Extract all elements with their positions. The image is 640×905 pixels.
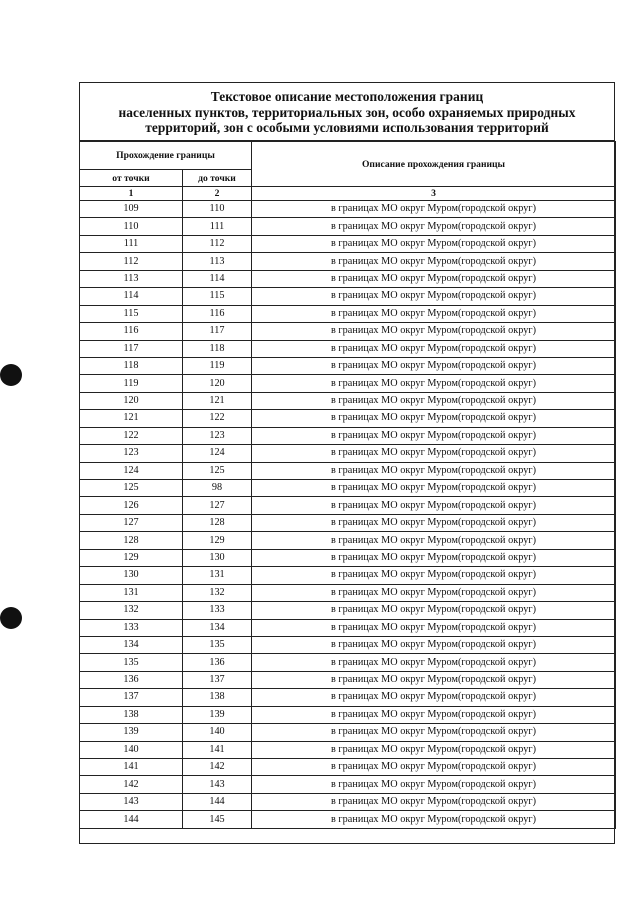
punch-hole-top <box>0 364 22 386</box>
cell-to-point: 110 <box>183 201 252 218</box>
cell-to-point: 98 <box>183 480 252 497</box>
cell-from-point: 127 <box>80 514 183 531</box>
title-line-3: территорий, зон с особыми условиями использования территорий <box>145 120 549 135</box>
cell-description: в границах МО округ Муром(городской округ) <box>252 549 616 566</box>
cell-description: в границах МО округ Муром(городской округ) <box>252 201 616 218</box>
table-row <box>80 462 616 479</box>
cell-to-point: 125 <box>183 462 252 479</box>
cell-to-point: 140 <box>183 724 252 741</box>
table-row <box>80 270 616 287</box>
table-row <box>80 514 616 531</box>
table-row <box>80 305 616 322</box>
cell-description: в границах МО округ Муром(городской округ) <box>252 602 616 619</box>
cell-description: в границах МО округ Муром(городской округ) <box>252 584 616 601</box>
cell-from-point: 113 <box>80 270 183 287</box>
cell-to-point: 122 <box>183 410 252 427</box>
cell-description: в границах МО округ Муром(городской округ) <box>252 706 616 723</box>
column-number-3: 3 <box>252 187 616 201</box>
cell-to-point: 133 <box>183 602 252 619</box>
cell-to-point: 121 <box>183 392 252 409</box>
cell-from-point: 115 <box>80 305 183 322</box>
cell-from-point: 140 <box>80 741 183 758</box>
table-row <box>80 480 616 497</box>
cell-to-point: 139 <box>183 706 252 723</box>
cell-from-point: 142 <box>80 776 183 793</box>
table-row <box>80 602 616 619</box>
cell-description: в границах МО округ Муром(городской округ) <box>252 340 616 357</box>
cell-to-point: 129 <box>183 532 252 549</box>
cell-description: в границах МО округ Муром(городской округ) <box>252 392 616 409</box>
table-row <box>80 636 616 653</box>
cell-from-point: 131 <box>80 584 183 601</box>
cell-description: в границах МО округ Муром(городской округ) <box>252 218 616 235</box>
cell-description: в границах МО округ Муром(городской округ) <box>252 671 616 688</box>
table-row <box>80 392 616 409</box>
column-number-1: 1 <box>80 187 183 201</box>
cell-from-point: 136 <box>80 671 183 688</box>
table-row <box>80 532 616 549</box>
table-row <box>80 619 616 636</box>
cell-from-point: 111 <box>80 235 183 252</box>
cell-to-point: 113 <box>183 253 252 270</box>
cell-to-point: 120 <box>183 375 252 392</box>
cell-description: в границах МО округ Муром(городской округ) <box>252 514 616 531</box>
cell-description: в границах МО округ Муром(городской округ) <box>252 689 616 706</box>
table-row <box>80 427 616 444</box>
cell-description: в границах МО округ Муром(городской округ) <box>252 532 616 549</box>
cell-description: в границах МО округ Муром(городской округ) <box>252 636 616 653</box>
table-row <box>80 724 616 741</box>
cell-from-point: 110 <box>80 218 183 235</box>
header-description: Описание прохождения границы <box>252 142 616 187</box>
cell-description: в границах МО округ Муром(городской округ) <box>252 654 616 671</box>
cell-to-point: 143 <box>183 776 252 793</box>
cell-from-point: 123 <box>80 445 183 462</box>
cell-from-point: 133 <box>80 619 183 636</box>
cell-from-point: 125 <box>80 480 183 497</box>
cell-from-point: 116 <box>80 323 183 340</box>
cell-to-point: 111 <box>183 218 252 235</box>
cell-to-point: 137 <box>183 671 252 688</box>
table-row <box>80 811 616 828</box>
cell-description: в границах МО округ Муром(городской округ) <box>252 270 616 287</box>
cell-to-point: 115 <box>183 288 252 305</box>
cell-from-point: 139 <box>80 724 183 741</box>
cell-from-point: 137 <box>80 689 183 706</box>
cell-from-point: 114 <box>80 288 183 305</box>
cell-from-point: 130 <box>80 567 183 584</box>
cell-description: в границах МО округ Муром(городской округ) <box>252 445 616 462</box>
table-row <box>80 741 616 758</box>
table-row <box>80 671 616 688</box>
cell-description: в границах МО округ Муром(городской округ) <box>252 375 616 392</box>
table-row <box>80 375 616 392</box>
column-number-2: 2 <box>183 187 252 201</box>
cell-to-point: 116 <box>183 305 252 322</box>
cell-to-point: 132 <box>183 584 252 601</box>
cell-from-point: 119 <box>80 375 183 392</box>
table-row <box>80 410 616 427</box>
table-row <box>80 584 616 601</box>
cell-to-point: 123 <box>183 427 252 444</box>
table-row <box>80 253 616 270</box>
cell-to-point: 112 <box>183 235 252 252</box>
table-row <box>80 357 616 374</box>
cell-description: в границах МО округ Муром(городской округ) <box>252 305 616 322</box>
cell-from-point: 143 <box>80 793 183 810</box>
cell-to-point: 134 <box>183 619 252 636</box>
cell-from-point: 121 <box>80 410 183 427</box>
cell-description: в границах МО округ Муром(городской округ) <box>252 759 616 776</box>
cell-to-point: 127 <box>183 497 252 514</box>
cell-from-point: 134 <box>80 636 183 653</box>
table-row <box>80 706 616 723</box>
cell-description: в границах МО округ Муром(городской округ) <box>252 357 616 374</box>
boundary-table <box>79 141 616 829</box>
cell-to-point: 119 <box>183 357 252 374</box>
cell-from-point: 135 <box>80 654 183 671</box>
cell-description: в границах МО округ Муром(городской округ) <box>252 235 616 252</box>
cell-to-point: 124 <box>183 445 252 462</box>
cell-to-point: 131 <box>183 567 252 584</box>
cell-to-point: 114 <box>183 270 252 287</box>
cell-from-point: 120 <box>80 392 183 409</box>
table-row <box>80 497 616 514</box>
boundary-description-sheet <box>79 82 615 844</box>
table-row <box>80 549 616 566</box>
table-row <box>80 445 616 462</box>
table-row <box>80 235 616 252</box>
cell-to-point: 130 <box>183 549 252 566</box>
cell-description: в границах МО округ Муром(городской округ) <box>252 427 616 444</box>
cell-from-point: 109 <box>80 201 183 218</box>
cell-from-point: 112 <box>80 253 183 270</box>
cell-description: в границах МО округ Муром(городской округ) <box>252 410 616 427</box>
cell-to-point: 136 <box>183 654 252 671</box>
cell-to-point: 141 <box>183 741 252 758</box>
cell-from-point: 124 <box>80 462 183 479</box>
cell-description: в границах МО округ Муром(городской округ) <box>252 619 616 636</box>
cell-from-point: 118 <box>80 357 183 374</box>
header-to-point: до точки <box>183 170 252 187</box>
cell-from-point: 132 <box>80 602 183 619</box>
cell-description: в границах МО округ Муром(городской округ) <box>252 567 616 584</box>
cell-to-point: 117 <box>183 323 252 340</box>
cell-description: в границах МО округ Муром(городской округ) <box>252 793 616 810</box>
cell-description: в границах МО округ Муром(городской округ) <box>252 724 616 741</box>
table-row <box>80 689 616 706</box>
cell-from-point: 126 <box>80 497 183 514</box>
table-row <box>80 654 616 671</box>
cell-description: в границах МО округ Муром(городской округ) <box>252 811 616 828</box>
title-line-1: Текстовое описание местоположения границ <box>210 89 484 104</box>
cell-from-point: 144 <box>80 811 183 828</box>
cell-description: в границах МО округ Муром(городской округ) <box>252 462 616 479</box>
table-row <box>80 288 616 305</box>
cell-from-point: 128 <box>80 532 183 549</box>
punch-hole-bottom <box>0 607 22 629</box>
table-body <box>80 201 616 829</box>
cell-description: в границах МО округ Муром(городской округ) <box>252 288 616 305</box>
table-row <box>80 776 616 793</box>
table-row <box>80 218 616 235</box>
cell-description: в границах МО округ Муром(городской округ) <box>252 497 616 514</box>
table-row <box>80 793 616 810</box>
cell-to-point: 128 <box>183 514 252 531</box>
cell-from-point: 117 <box>80 340 183 357</box>
document-title <box>80 83 614 141</box>
title-line-2: населенных пунктов, территориальных зон, особо охраняемых природных <box>118 104 576 120</box>
table-row <box>80 759 616 776</box>
header-from-point: от точки <box>80 170 183 187</box>
header-passage: Прохождение границы <box>80 142 252 170</box>
cell-to-point: 145 <box>183 811 252 828</box>
cell-from-point: 141 <box>80 759 183 776</box>
cell-to-point: 135 <box>183 636 252 653</box>
cell-description: в границах МО округ Муром(городской округ) <box>252 253 616 270</box>
cell-to-point: 138 <box>183 689 252 706</box>
table-row <box>80 201 616 218</box>
cell-from-point: 122 <box>80 427 183 444</box>
cell-to-point: 142 <box>183 759 252 776</box>
table-row <box>80 323 616 340</box>
cell-description: в границах МО округ Муром(городской округ) <box>252 323 616 340</box>
cell-from-point: 129 <box>80 549 183 566</box>
cell-to-point: 118 <box>183 340 252 357</box>
cell-description: в границах МО округ Муром(городской округ) <box>252 776 616 793</box>
cell-from-point: 138 <box>80 706 183 723</box>
cell-description: в границах МО округ Муром(городской округ) <box>252 480 616 497</box>
cell-description: в границах МО округ Муром(городской округ) <box>252 741 616 758</box>
cell-to-point: 144 <box>183 793 252 810</box>
table-row <box>80 340 616 357</box>
table-row <box>80 567 616 584</box>
